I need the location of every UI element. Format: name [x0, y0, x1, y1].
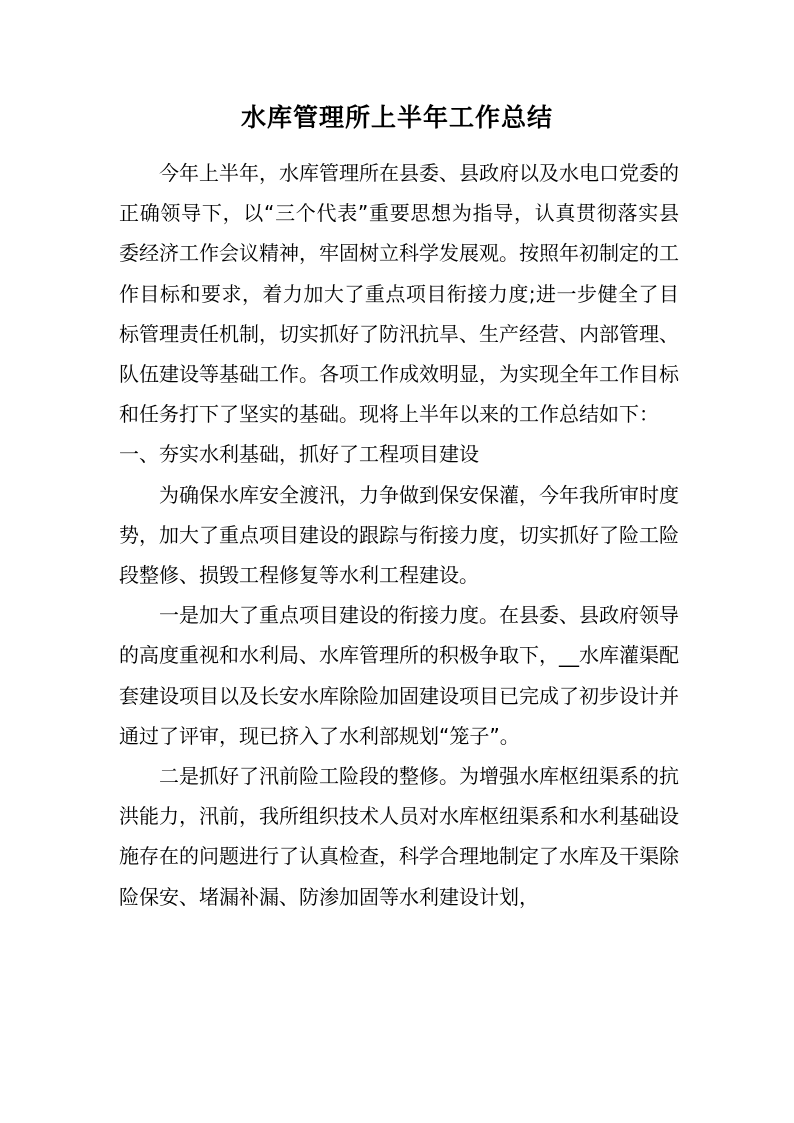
point-1-paragraph: 一是加大了重点项目建设的衔接力度。在县委、县政府领导的高度重视和水利局、水库管理所的积极争取下，__水库灌渠配套建设项目以及长安水库除险加固建设项目已完成了初步设计并通过了评审，现已挤入了水利部规划“笼子”。: [119, 603, 679, 748]
document-body: [119, 153, 679, 917]
point-2-paragraph: 二是抓好了汛前险工险段的整修。为增强水库枢纽渠系的抗洪能力，汛前，我所组织技术人员对水库枢纽渠系和水利基础设施存在的问题进行了认真检查，科学合理地制定了水库及干渠除险保安、堵漏补漏、防渗加固等水利建设计划，: [119, 764, 679, 909]
document-title: 水库管理所上半年工作总结: [240, 103, 553, 132]
section-heading-1: 一、夯实水利基础，抓好了工程项目建设: [119, 442, 479, 467]
intro-paragraph: 今年上半年，水库管理所在县委、县政府以及水电口党委的正确领导下，以“三个代表”重要思想为指导，认真贯彻落实县委经济工作会议精神，牢固树立科学发展观。按照年初制定的工作目标和要求，着力加大了重点项目衔接力度;进一步健全了目标管理责任机制，切实抓好了防汛抗旱、生产经营、内部管理、队伍建设等基础工作。各项工作成效明显，为实现全年工作目标和任务打下了坚实的基础。现将上半年以来的工作总结如下：: [119, 161, 679, 427]
section-1-paragraph: 为确保水库安全渡汛，力争做到保安保灌，今年我所审时度势，加大了重点项目建设的跟踪与衔接力度，切实抓好了险工险段整修、损毁工程修复等水利工程建设。: [119, 482, 679, 588]
